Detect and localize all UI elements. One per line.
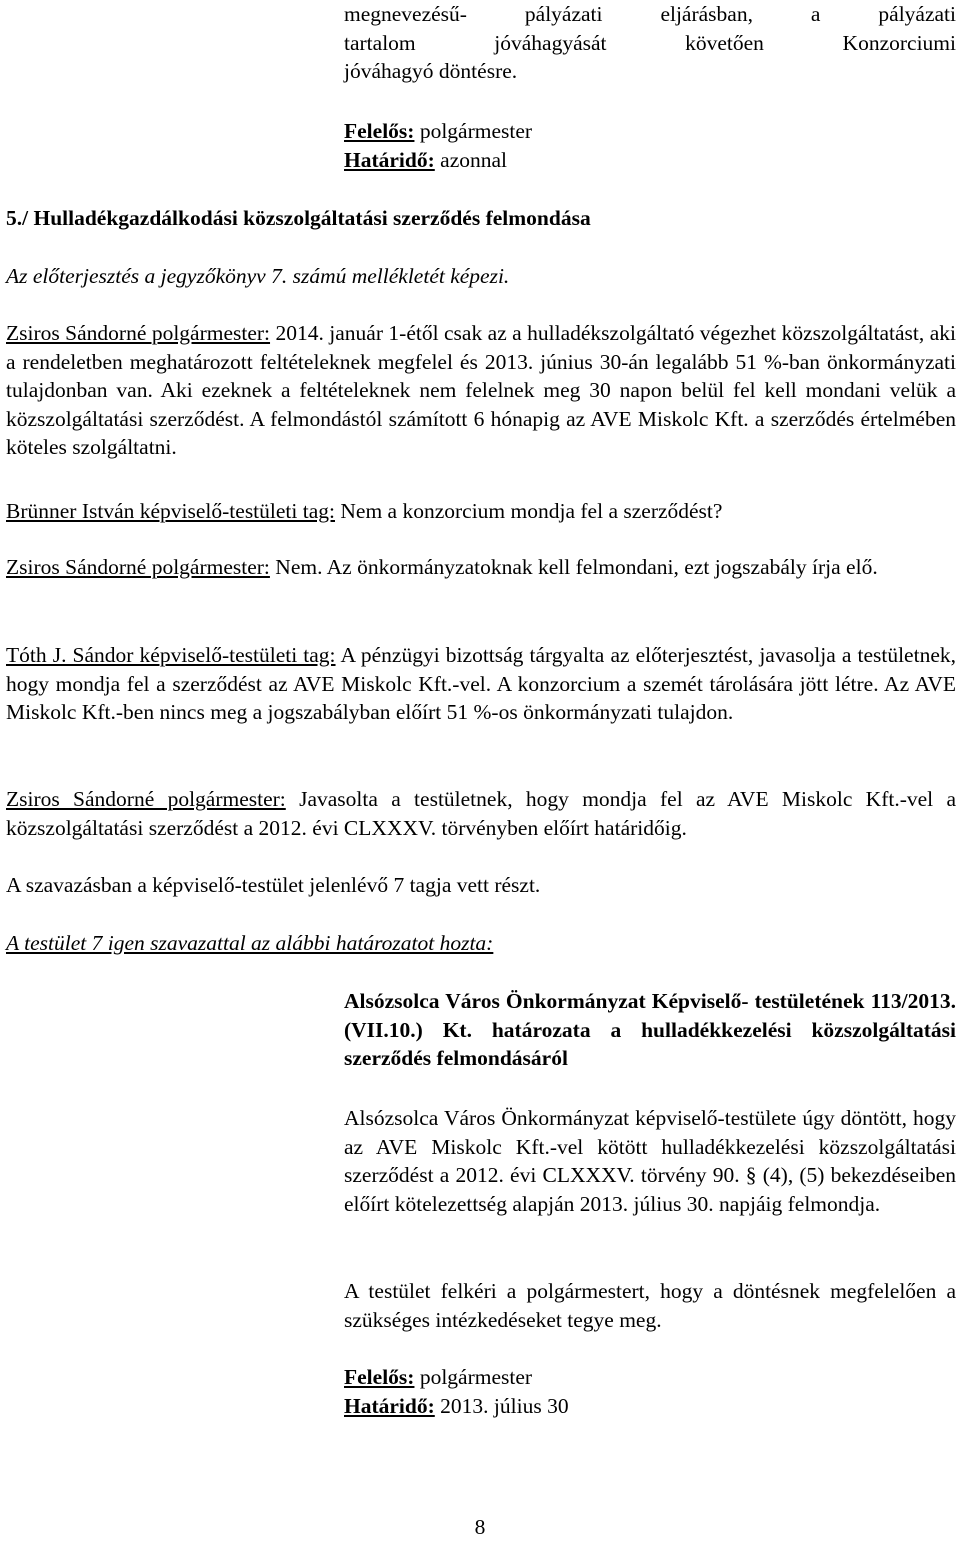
felelos-label: Felelős: <box>344 1365 415 1389</box>
felelos-label: Felelős: <box>344 119 415 143</box>
felelos-value: polgármester <box>419 1365 533 1389</box>
intro-line-3: jóváhagyó döntésre. <box>344 59 518 83</box>
responsibility-block-1 <box>344 117 956 174</box>
resolution-body-1: Alsózsolca Város Önkormányzat képviselő-testülete úgy döntött, hogy az AVE Miskolc Kft.-vel kötött hulladékkezelési közszolgáltatási szerződést a 2012. évi CLXXXV. törvény 90. § (4), (5) bekezdéseiben előírt kötelezettség alapján 2013. július 30. napjáig felmondja. <box>344 1106 956 1216</box>
speaker-name: Zsiros Sándorné polgármester: <box>6 787 286 811</box>
hatarido-label: Határidő: <box>344 147 435 172</box>
hatarido-label: Határidő: <box>344 1393 435 1418</box>
speech-5 <box>6 785 956 842</box>
hatarido-value: azonnal <box>440 147 508 172</box>
hatarido-value: 2013. július 30 <box>440 1393 569 1418</box>
vote-result: A testület 7 igen szavazattal az alábbi határozatot hozta: <box>6 931 494 955</box>
section-title: 5./ Hulladékgazdálkodási közszolgáltatási szerződés felmondása <box>6 206 591 230</box>
resolution-title: Alsózsolca Város Önkormányzat Képviselő- testületének 113/2013.(VII.10.) Kt. határozata a hulladékkezelési közszolgáltatási szerződés felmondásáról <box>344 989 956 1070</box>
responsibility-block-2 <box>344 1363 956 1420</box>
speaker-name: Brünner István képviselő-testületi tag: <box>6 499 335 523</box>
speech-text: A pénzügyi bizottság tárgyalta az előterjesztést, javasolja a testületnek, hogy mondja fel a szerződést az AVE Miskolc Kft.-vel. A konzorcium a szemét tárolására jött létre. Az AVE Miskolc Kft.-ben nincs meg a jogszabályban előírt 51 %-os önkormányzati tulajdon. <box>6 643 956 724</box>
speaker-name: Zsiros Sándorné polgármester: <box>6 555 270 579</box>
speech-text: Nem a konzorcium mondja fel a szerződést? <box>340 499 723 523</box>
intro-line-2: tartalom jóváhagyását követően Konzorciumi <box>344 30 956 55</box>
speaker-name: Tóth J. Sándor képviselő-testületi tag: <box>6 643 336 667</box>
speaker-name: Zsiros Sándorné polgármester: <box>6 321 271 345</box>
speech-text: Javasolta a testületnek, hogy mondja fel az AVE Miskolc Kft.-vel a közszolgáltatási szerződést a 2012. évi CLXXXV. törvényben előírt határidőig. <box>6 787 956 840</box>
page-number: 8 <box>474 1515 486 1539</box>
resolution-body-2: A testület felkéri a polgármestert, hogy a döntésnek megfelelően a szükséges intézkedéseket tegye meg. <box>344 1279 956 1332</box>
vote-note: A szavazásban a képviselő-testület jelenlévő 7 tagja vett részt. <box>6 873 541 897</box>
speech-text: 2014. január 1-étől csak az a hulladékszolgáltató végezhet közszolgáltatást, aki a rendeletben meghatározott feltételeknek megfelel és 2013. június 30-án legalább 51 %-ban önkormányzati tulajdonban van. Aki ezeknek a feltételeknek nem felelnek meg 30 napon belül fel kell mondani velük a közszolgáltatási szerződést. A felmondástól számított 6 hónapig az AVE Miskolc Kft. a szerződés értelmében köteles szolgáltatni. <box>6 321 956 459</box>
felelos-value: polgármester <box>419 119 533 143</box>
attachment-note: Az előterjesztés a jegyzőkönyv 7. számú mellékletét képezi. <box>6 264 510 288</box>
intro-line-1: megnevezésű- pályázati eljárásban, a pályázati <box>344 2 956 26</box>
intro-text <box>344 0 956 86</box>
speech-text: Nem. Az önkormányzatoknak kell felmondani, ezt jogszabály írja elő. <box>275 555 878 579</box>
speech-4 <box>6 641 956 727</box>
speech-2 <box>6 497 956 526</box>
speech-1 <box>6 319 956 462</box>
speech-3 <box>6 553 956 582</box>
